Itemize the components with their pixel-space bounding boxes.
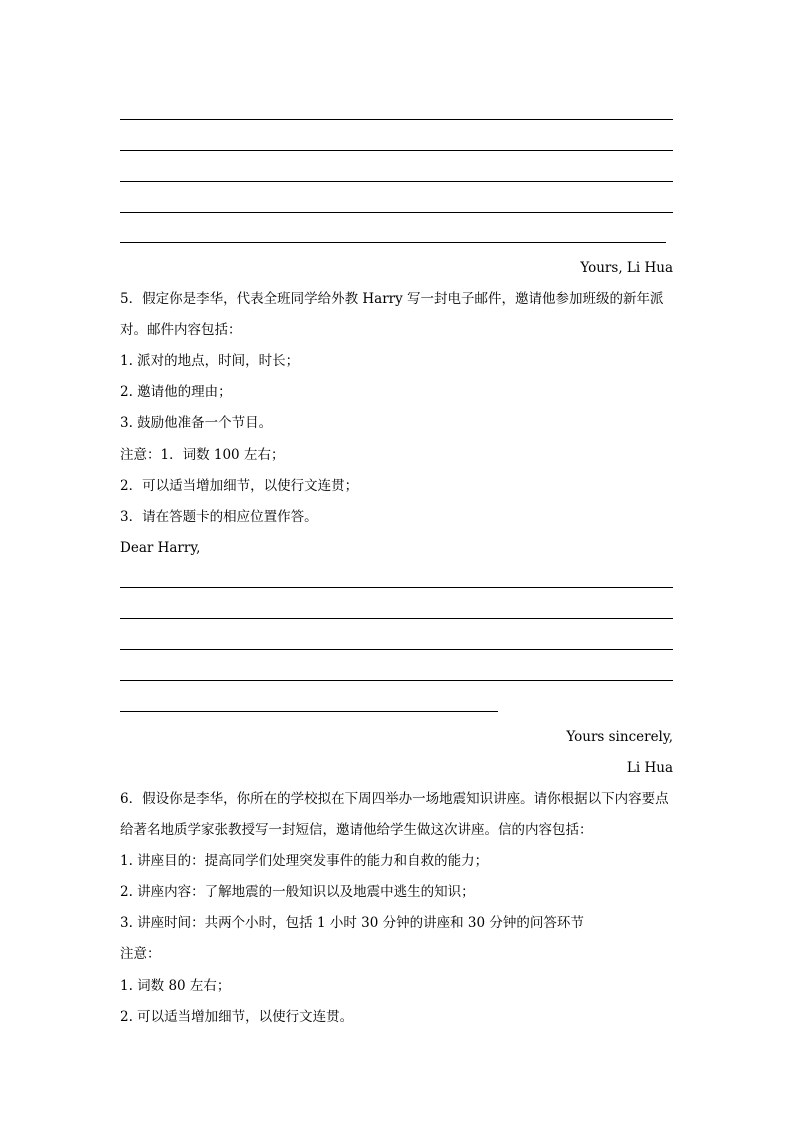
answer-line <box>120 242 666 243</box>
q5-note-1: 注意：1．词数 100 左右； <box>120 447 285 463</box>
q6-item-1: 1. 讲座目的：提高同学们处理突发事件的能力和自救的能力； <box>120 853 489 869</box>
question-5-stem: 5．假定你是李华，代表全班同学给外教 Harry 写一封电子邮件，邀请他参加班级的新年派对。邮件内容包括： <box>120 291 664 338</box>
answer-line <box>120 119 673 120</box>
q5-name: Li Hua <box>626 760 673 776</box>
q5-salutation: Dear Harry, <box>120 540 201 556</box>
q5-closing: Yours sincerely, <box>566 729 673 745</box>
signoff-text: Yours, Li Hua <box>580 260 673 276</box>
answer-line <box>120 618 673 619</box>
answer-line <box>120 212 673 213</box>
answer-line <box>120 587 673 588</box>
answer-line <box>120 711 498 712</box>
q6-item-2: 2. 讲座内容：了解地震的一般知识以及地震中逃生的知识； <box>120 884 475 900</box>
q6-note-title: 注意： <box>120 946 161 962</box>
answer-line <box>120 181 673 182</box>
answer-line <box>120 680 673 681</box>
q5-note-2: 2．可以适当增加细节，以使行文连贯； <box>120 478 359 494</box>
q6-note-2: 2. 可以适当增加细节，以使行文连贯。 <box>120 1009 354 1025</box>
q6-item-3: 3. 讲座时间：共两个小时，包括 1 小时 30 分钟的讲座和 30 分钟的问答环节 <box>120 915 584 931</box>
q5-note-3: 3．请在答题卡的相应位置作答。 <box>120 509 318 525</box>
answer-line <box>120 150 673 151</box>
question-6-stem: 6．假设你是李华，你所在的学校拟在下周四举办一场地震知识讲座。请你根据以下内容要点给著名地质学家张教授写一封短信，邀请他给学生做这次讲座。信的内容包括： <box>120 791 669 838</box>
q6-note-1: 1. 词数 80 左右； <box>120 978 231 994</box>
q5-item-1: 1. 派对的地点，时间，时长； <box>120 353 300 369</box>
q5-item-3: 3. 鼓励他准备一个节目。 <box>120 415 273 431</box>
q5-item-2: 2. 邀请他的理由； <box>120 384 232 400</box>
answer-line <box>120 649 673 650</box>
